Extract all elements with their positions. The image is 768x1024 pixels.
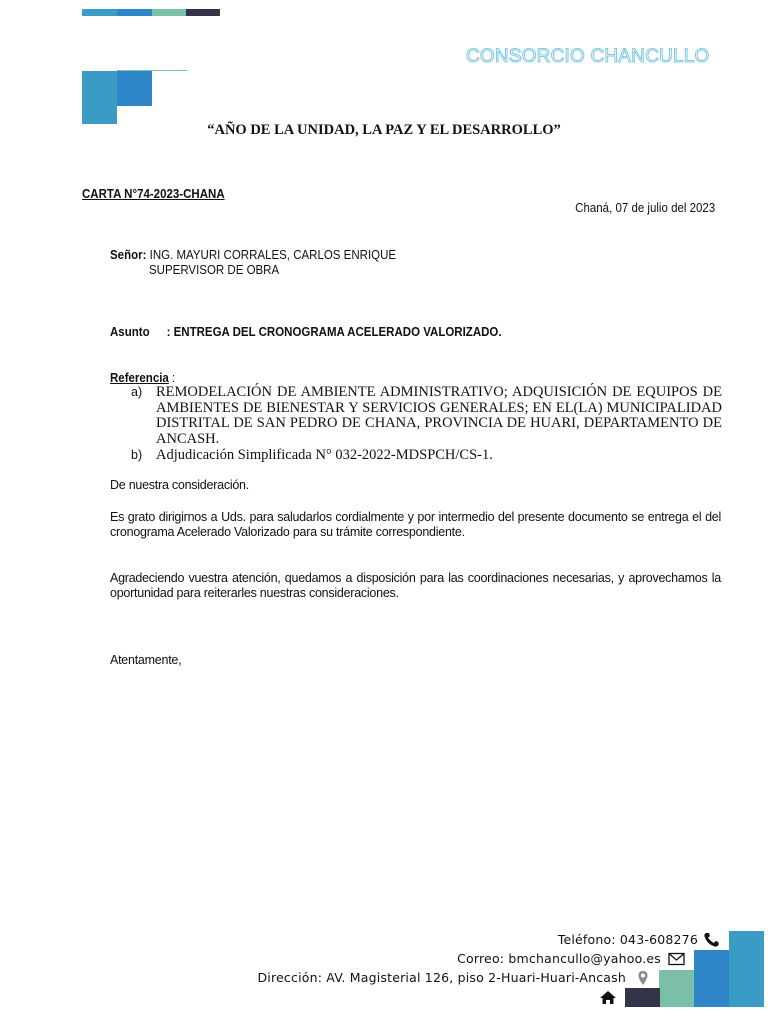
- footer-block-blue: [694, 950, 729, 1007]
- reference-line: ANCASH.: [156, 430, 220, 447]
- reference-line: DISTRITAL DE SAN PEDRO DE CHANA, PROVINCIA DE HUARI, DEPARTAMENTO DE: [156, 415, 722, 431]
- letter-date: Chaná, 07 de julio del 2023: [574, 201, 715, 215]
- logo-block-teal: [82, 71, 117, 124]
- mail-icon: [668, 952, 686, 968]
- subject-text: ENTREGA DEL CRONOGRAMA ACELERADO VALORIZADO.: [173, 325, 502, 339]
- reference-text: [156, 385, 722, 447]
- footer-block-navy: [625, 988, 660, 1007]
- company-name: CONSORCIO CHANCULLO: [466, 46, 710, 67]
- logo-block-blue: [117, 71, 152, 106]
- reference-line: REMODELACIÓN DE AMBIENTE ADMINISTRATIVO; ADQUISICIÓN DE EQUIPOS DE: [156, 384, 722, 400]
- subject-separator: :: [166, 325, 171, 339]
- subject-line: [110, 325, 502, 339]
- closing: Atentamente,: [110, 653, 182, 667]
- footer-phone: Teléfono: 043-608276: [557, 932, 698, 947]
- reference-marker: b): [131, 448, 143, 462]
- body-paragraph-1: Es grato dirigirnos a Uds. para saludarlos cordialmente y por intermedio del presente documento se entrega el del cronograma Acelerado Valorizado para su trámite correspondiente.: [110, 510, 721, 539]
- home-icon: [599, 990, 617, 1007]
- year-motto: “AÑO DE LA UNIDAD, LA PAZ Y EL DESARROLLO”: [207, 122, 561, 138]
- recipient-name: ING. MAYURI CORRALES, CARLOS ENRIQUE: [149, 248, 397, 262]
- header-bar-navy: [186, 9, 220, 16]
- reference-line: AMBIENTES DE BIENESTAR Y SERVICIOS GENERALES; EN EL(LA) MUNICIPALIDAD: [156, 399, 722, 416]
- body-paragraph-2: Agradeciendo vuestra atención, quedamos a disposición para las coordinaciones necesarias, y aprovechamos la oportunidad para reiterarles nuestras consideraciones.: [110, 571, 721, 600]
- recipient-title: SUPERVISOR DE OBRA: [149, 263, 280, 277]
- footer-address: Dirección: AV. Magisterial 126, piso 2-Huari-Huari-Ancash: [257, 970, 626, 985]
- header-bar-blue: [117, 9, 152, 16]
- reference-text: [156, 448, 722, 464]
- reference-label: Referencia: [110, 371, 169, 385]
- footer-email: Correo: bmchancullo@yahoo.es: [457, 951, 661, 966]
- letter-number: CARTA N°74-2023-CHANA: [82, 187, 225, 201]
- reference-marker: a): [131, 385, 143, 399]
- phone-icon: [703, 932, 721, 950]
- location-pin-icon: [634, 970, 652, 988]
- reference-line: Adjudicación Simplificada N° 032-2022-MDSPCH/CS-1.: [156, 447, 493, 463]
- recipient-line: [110, 248, 396, 262]
- greeting: De nuestra consideración.: [110, 478, 249, 492]
- reference-separator: :: [172, 371, 176, 385]
- header-bar-green: [152, 9, 186, 16]
- subject-label: Asunto: [110, 325, 150, 339]
- recipient-label: Señor:: [110, 248, 147, 262]
- reference-heading: [110, 371, 175, 385]
- header-bar-teal: [82, 9, 117, 16]
- footer-block-teal: [729, 931, 764, 1007]
- footer-block-green: [659, 970, 694, 1007]
